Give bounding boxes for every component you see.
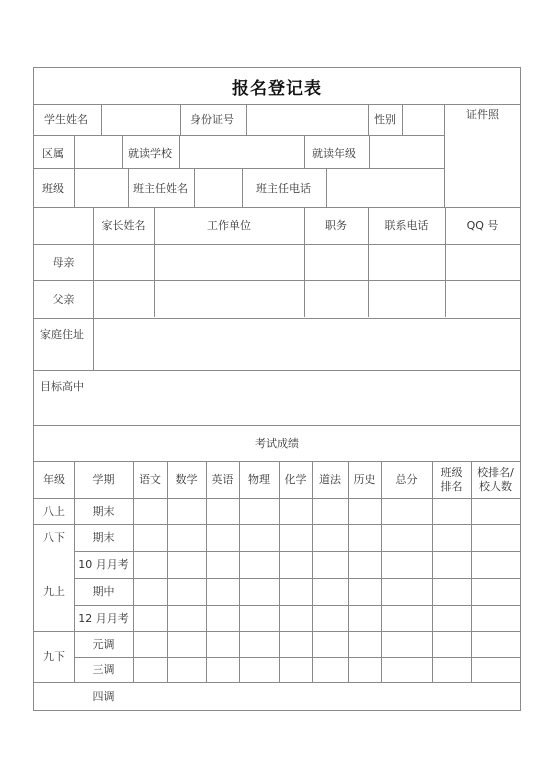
photo-label: 证件照 (466, 108, 499, 121)
grade-cell: 八下 (43, 531, 65, 544)
registration-form (33, 67, 521, 711)
history-header: 历史 (353, 473, 376, 486)
class-label: 班级 (42, 182, 64, 195)
rule (34, 280, 520, 281)
target-school-label: 目标高中 (40, 380, 84, 393)
gender-field[interactable] (402, 105, 444, 135)
phone-header: 联系电话 (384, 219, 429, 232)
rule (180, 104, 181, 135)
parent-name-header: 家长姓名 (101, 219, 146, 232)
term-cell: 元调 (92, 637, 115, 651)
term-cell: 四调 (92, 690, 115, 703)
grade-field[interactable] (369, 136, 444, 168)
rule (128, 168, 129, 207)
term-cell: 期末 (92, 504, 115, 518)
target-school-field[interactable] (93, 371, 520, 425)
qq-header: QQ 号 (466, 219, 499, 232)
form-title: 报名登记表 (232, 78, 322, 99)
term-cell: 三调 (92, 663, 115, 676)
grade-header: 年级 (43, 473, 65, 486)
address-label: 家庭住址 (40, 328, 84, 341)
term-cell: 期末 (92, 531, 115, 544)
grade-label: 就读年级 (312, 147, 356, 160)
grade-cell: 八上 (43, 504, 65, 518)
rule (368, 104, 369, 135)
father-label: 父亲 (52, 292, 75, 306)
mother-label: 母亲 (52, 255, 75, 269)
address-field[interactable] (93, 319, 520, 370)
head-teacher-phone-label: 班主任电话 (256, 182, 311, 195)
rule (304, 135, 305, 168)
morality-law-header: 道法 (319, 473, 341, 486)
exam-section-title: 考试成绩 (255, 436, 299, 450)
math-header: 数学 (175, 473, 198, 486)
school-label: 就读学校 (128, 147, 172, 160)
grade-cell: 九下 (43, 650, 65, 663)
grade-cell: 九上 (43, 584, 65, 598)
student-name-label: 学生姓名 (44, 113, 88, 126)
term-cell: 期中 (92, 585, 115, 598)
english-header: 英语 (211, 473, 234, 486)
district-label: 区属 (42, 147, 64, 160)
school-rank-header: 校排名/ 校人数 (477, 466, 514, 493)
head-teacher-field[interactable] (194, 169, 242, 207)
class-rank-header: 班级 排名 (440, 466, 463, 493)
term-header: 学期 (92, 473, 115, 486)
gender-label: 性别 (374, 113, 396, 126)
class-field[interactable] (74, 169, 128, 207)
rule (242, 168, 243, 207)
student-name-field[interactable] (101, 105, 180, 135)
position-header: 职务 (325, 219, 347, 232)
id-number-field[interactable] (246, 105, 368, 135)
rule (34, 244, 520, 245)
workplace-header: 工作单位 (207, 219, 251, 232)
id-number-label: 身份证号 (190, 113, 234, 126)
school-field[interactable] (179, 136, 304, 168)
head-teacher-label: 班主任姓名 (133, 182, 188, 195)
total-header: 总分 (395, 473, 418, 486)
rule (122, 135, 123, 168)
chinese-header: 语文 (139, 473, 161, 486)
chemistry-header: 化学 (284, 473, 307, 486)
photo-box[interactable] (444, 124, 520, 207)
term-cell: 10 月月考 (78, 558, 129, 571)
district-field[interactable] (74, 136, 122, 168)
physics-header: 物理 (248, 473, 270, 486)
score-grid[interactable] (133, 499, 520, 711)
head-teacher-phone-field[interactable] (326, 169, 444, 207)
term-cell: 12 月月考 (78, 611, 129, 625)
